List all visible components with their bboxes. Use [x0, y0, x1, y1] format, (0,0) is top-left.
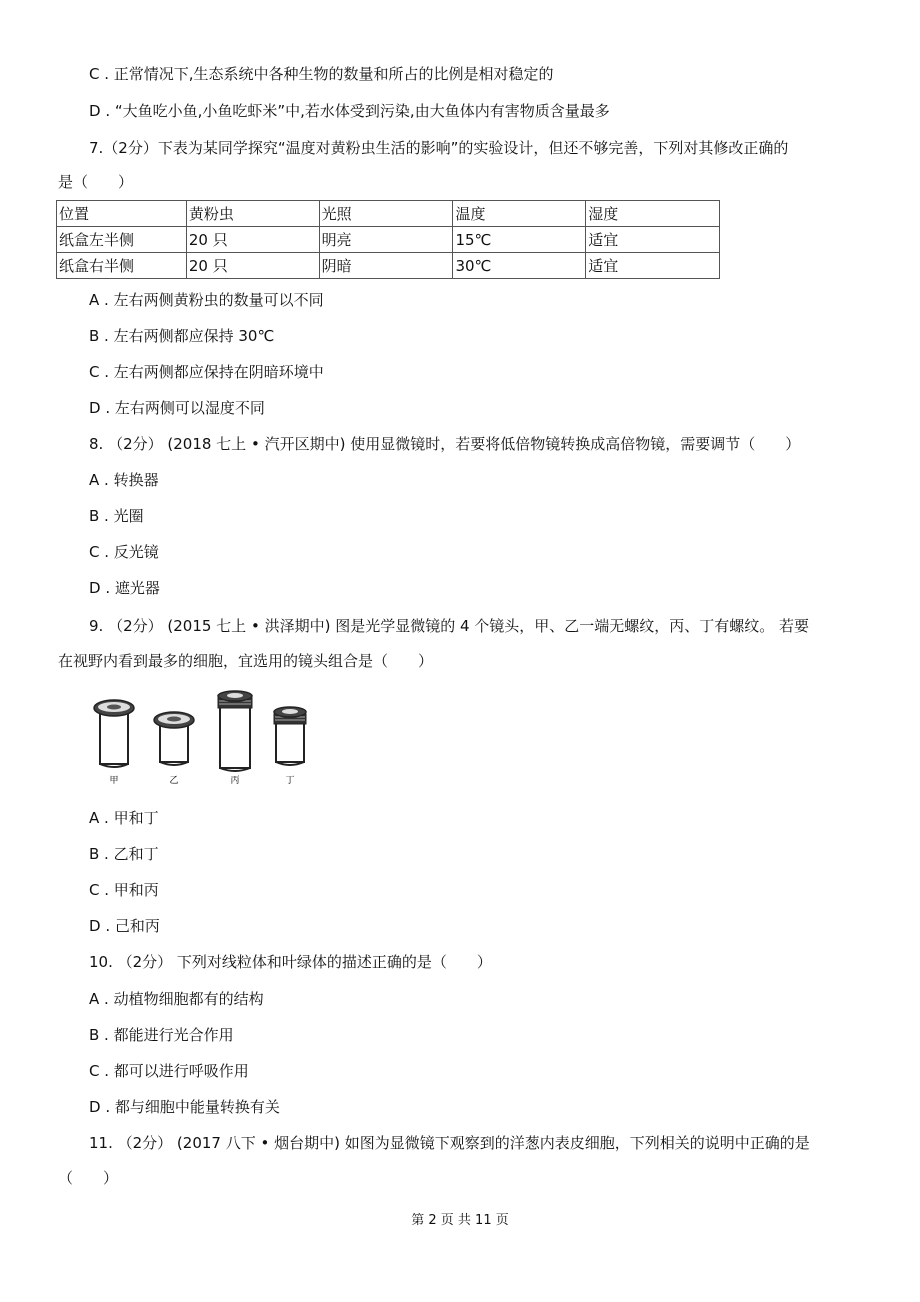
q10-option-d: D . 都与细胞中能量转换有关 [89, 1098, 280, 1116]
table-cell: 纸盒右半侧 [57, 253, 187, 279]
lens-yi-icon [154, 712, 194, 765]
q11-stem-continued: （ ） [58, 1169, 119, 1187]
table-row [57, 253, 720, 279]
q6-option-d: D . “大鱼吃小鱼,小鱼吃虾米”中,若水体受到污染,由大鱼体内有害物质含量最多 [89, 102, 610, 120]
table-header: 黄粉虫 [186, 201, 319, 227]
lens-label-yi: 乙 [169, 776, 179, 786]
q10-stem: 10. （2分） 下列对线粒体和叶绿体的描述正确的是（ ） [89, 953, 492, 971]
q7-stem: 7.（2分）下表为某同学探究“温度对黄粉虫生活的影响”的实验设计，但还不够完善，下列对其修改正确的 [89, 139, 789, 157]
q8-option-d: D . 遮光器 [89, 579, 160, 597]
lens-jia-icon [94, 700, 134, 767]
q8-option-b: B . 光圈 [89, 507, 144, 525]
q9-stem-continued: 在视野内看到最多的细胞，宜选用的镜头组合是（ ） [58, 652, 434, 670]
table-cell: 阴暗 [319, 253, 453, 279]
table-header: 光照 [319, 201, 453, 227]
table-cell: 适宜 [586, 227, 720, 253]
q7-option-c: C . 左右两侧都应保持在阴暗环境中 [89, 363, 324, 381]
q9-stem: 9. （2分） (2015 七上 • 洪泽期中) 图是光学显微镜的 4 个镜头，甲、乙一端无螺纹，丙、丁有螺纹。 若要 [89, 617, 810, 635]
q7-option-b: B . 左右两侧都应保持 30℃ [89, 327, 275, 345]
q9-option-a: A . 甲和丁 [89, 809, 159, 827]
lens-bing-icon [218, 691, 252, 771]
q9-option-c: C . 甲和丙 [89, 881, 159, 899]
q6-option-c: C . 正常情况下,生态系统中各种生物的数量和所占的比例是相对稳定的 [89, 65, 554, 83]
q7-option-a: A . 左右两侧黄粉虫的数量可以不同 [89, 291, 324, 309]
table-header: 位置 [57, 201, 187, 227]
table-cell: 30℃ [453, 253, 586, 279]
q10-option-a: A . 动植物细胞都有的结构 [89, 990, 264, 1008]
table-cell: 20 只 [186, 227, 319, 253]
q8-option-a: A . 转换器 [89, 471, 159, 489]
page-footer: 第 2 页 共 11 页 [411, 1213, 509, 1228]
table-header-row [57, 201, 720, 227]
lens-label-jia: 甲 [109, 776, 119, 786]
experiment-table [56, 200, 720, 279]
table-header: 温度 [453, 201, 586, 227]
table-cell: 明亮 [319, 227, 453, 253]
q11-stem: 11. （2分） (2017 八下 • 烟台期中) 如图为显微镜下观察到的洋葱内表皮细胞，下列相关的说明中正确的是 [89, 1134, 810, 1152]
q8-option-c: C . 反光镜 [89, 543, 159, 561]
q10-option-b: B . 都能进行光合作用 [89, 1026, 234, 1044]
table-row [57, 227, 720, 253]
lens-label-ding: 丁 [285, 776, 295, 786]
q7-option-d: D . 左右两侧可以湿度不同 [89, 399, 265, 417]
q10-option-c: C . 都可以进行呼吸作用 [89, 1062, 249, 1080]
q8-stem: 8. （2分） (2018 七上 • 汽开区期中) 使用显微镜时，若要将低倍物镜转换成高倍物镜，需要调节（ ） [89, 435, 801, 453]
lens-label-bing: 丙 [230, 776, 240, 786]
table-cell: 适宜 [586, 253, 720, 279]
table-cell: 纸盒左半侧 [57, 227, 187, 253]
table-cell: 15℃ [453, 227, 586, 253]
lens-drawing [90, 690, 320, 786]
microscope-lens-figure [90, 690, 320, 786]
lens-ding-icon [274, 707, 306, 765]
table-header: 湿度 [586, 201, 720, 227]
q9-option-b: B . 乙和丁 [89, 845, 159, 863]
table-cell: 20 只 [186, 253, 319, 279]
q9-option-d: D . 己和丙 [89, 917, 160, 935]
q7-stem-continued: 是（ ） [58, 173, 134, 191]
